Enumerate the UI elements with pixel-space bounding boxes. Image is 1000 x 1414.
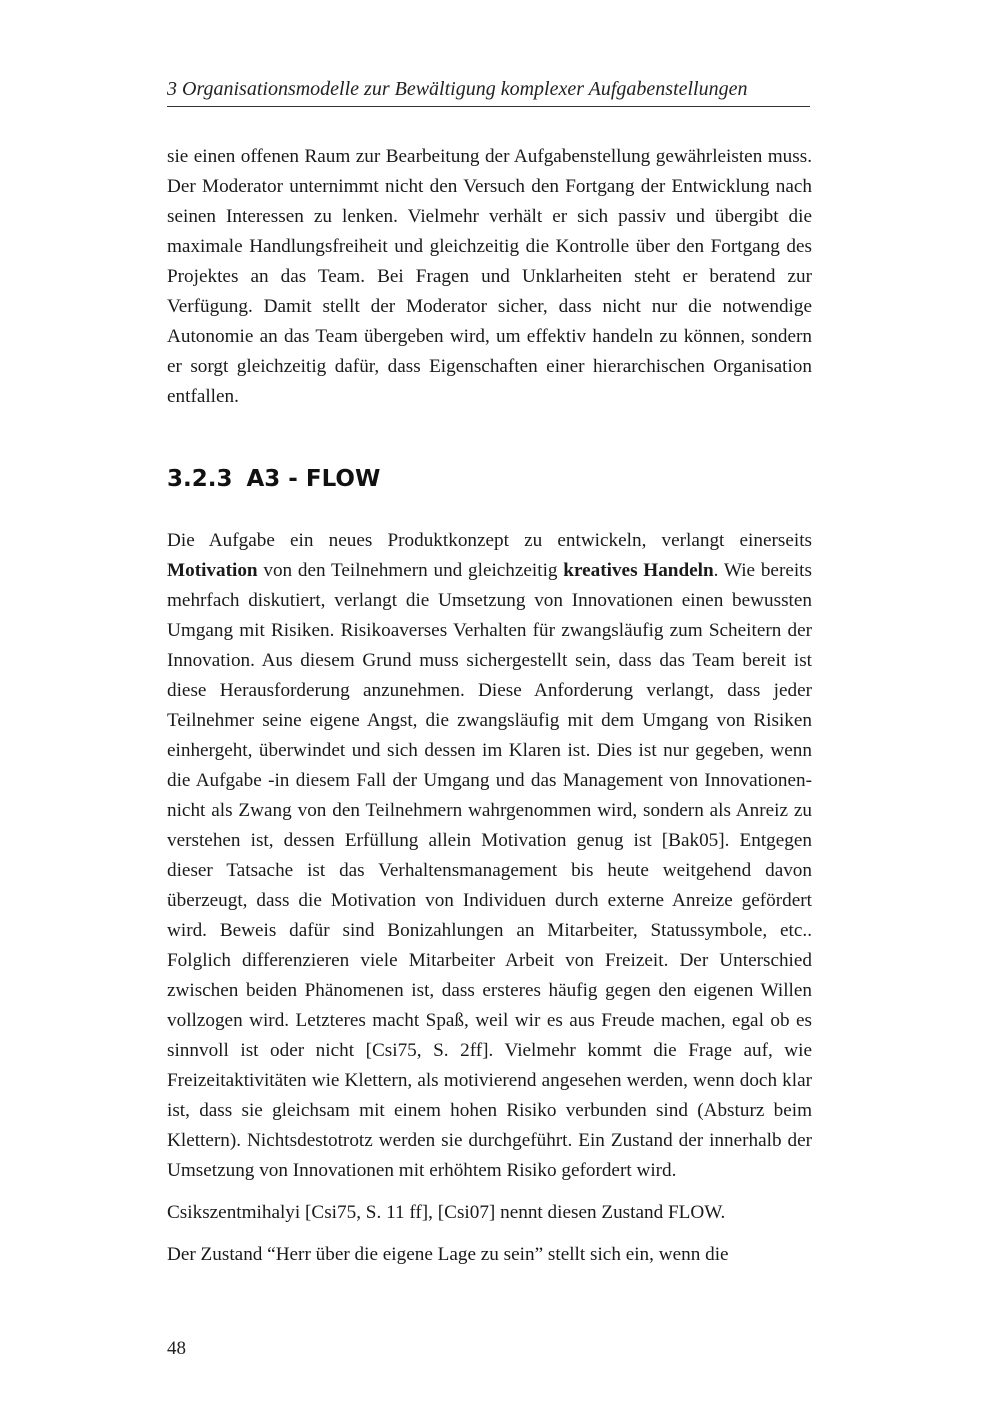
paragraph-flow-intro [167, 526, 812, 1186]
emphasis-kreatives-handeln: kreatives Handeln [563, 560, 714, 581]
paragraph-text: von den Teilnehmern und gleichzeitig [257, 560, 564, 581]
body-text [167, 142, 812, 1270]
paragraph-continuation: sie einen offenen Raum zur Bearbeitung der Aufgabenstellung gewährleisten muss. Der Moderator unternimmt nicht den Versuch den Fortgang der Entwicklung nach seinen Interessen zu lenken. Vielmehr verhält er sich passiv und übergibt die maximale Handlungsfreiheit und gleichzeitig die Kontrolle über den Fortgang des Projektes an das Team. Bei Fragen und Unklarheiten steht er beratend zur Verfügung. Damit stellt der Moderator sicher, dass nicht nur die notwendige Autonomie an das Team übergeben wird, um effektiv handeln zu können, sondern er sorgt gleichzeitig dafür, dass Eigenschaften einer hierarchischen Organisation entfallen. [167, 146, 812, 407]
page-number: 48 [167, 1338, 186, 1359]
paragraph-csikszentmihalyi: Csikszentmihalyi [Csi75, S. 11 ff], [Csi07] nennt diesen Zustand FLOW. [167, 1202, 726, 1223]
running-header: 3 Organisationsmodelle zur Bewältigung komplexer Aufgabenstellungen [167, 76, 810, 107]
section-title: A3 - FLOW [246, 466, 381, 492]
paragraph-text: Die Aufgabe ein neues Produktkonzept zu entwickeln, verlangt einerseits [167, 530, 812, 551]
emphasis-motivation: Motivation [167, 560, 258, 581]
paragraph-text: . Wie bereits mehrfach diskutiert, verlangt die Umsetzung von Innovationen einen bewussten Umgang mit Risiken. Risikoaverses Verhalten für zwangsläufig zum Scheitern der Innovation. Aus diesem Grund muss sichergestellt sein, dass das Team bereit ist diese Herausforderung anzunehmen. Diese Anforderung verlangt, dass jeder Teilnehmer seine eigene Angst, die zwangsläufig mit dem Umgang von Risiken einhergeht, überwindet und sich dessen im Klaren ist. Dies ist nur gegeben, wenn die Aufgabe -in diesem Fall der Umgang und das Management von Innovationen- nicht als Zwang von den Teilnehmern wahrgenommen wird, sondern als Anreiz zu verstehen ist, dessen Erfüllung allein Motivation genug ist [Bak05]. Entgegen dieser Tatsache ist das Verhaltensmanagement bis heute weitgehend davon überzeugt, dass die Motivation von Individuen durch externe Anreize gefördert wird. Beweis dafür sind Bonizahlungen an Mitarbeiter, Statussymbole, etc.. Folglich differenzieren viele Mitarbeiter Arbeit von Freizeit. Der Unterschied zwischen beiden Phänomenen ist, dass ersteres häufig gegen den eigenen Willen vollzogen wird. Letzteres macht Spaß, weil wir es aus Freude machen, egal ob es sinnvoll ist oder nicht [Csi75, S. 2ff]. Vielmehr kommt die Frage auf, wie Freizeitaktivitäten wie Klettern, als motivierend angesehen werden, wenn doch klar ist, dass sie gleichsam mit einem hohen Risiko verbunden sind (Absturz beim Klettern). Nichtsdestotrotz werden sie durchgeführt. Ein Zustand der innerhalb der Umsetzung von Innovationen mit erhöhtem Risiko gefordert wird. [167, 560, 812, 1181]
section-heading [167, 464, 812, 494]
section-number: 3.2.3 [167, 466, 233, 492]
paragraph-herr-zustand: Der Zustand “Herr über die eigene Lage zu sein” stellt sich ein, wenn die [167, 1244, 729, 1265]
